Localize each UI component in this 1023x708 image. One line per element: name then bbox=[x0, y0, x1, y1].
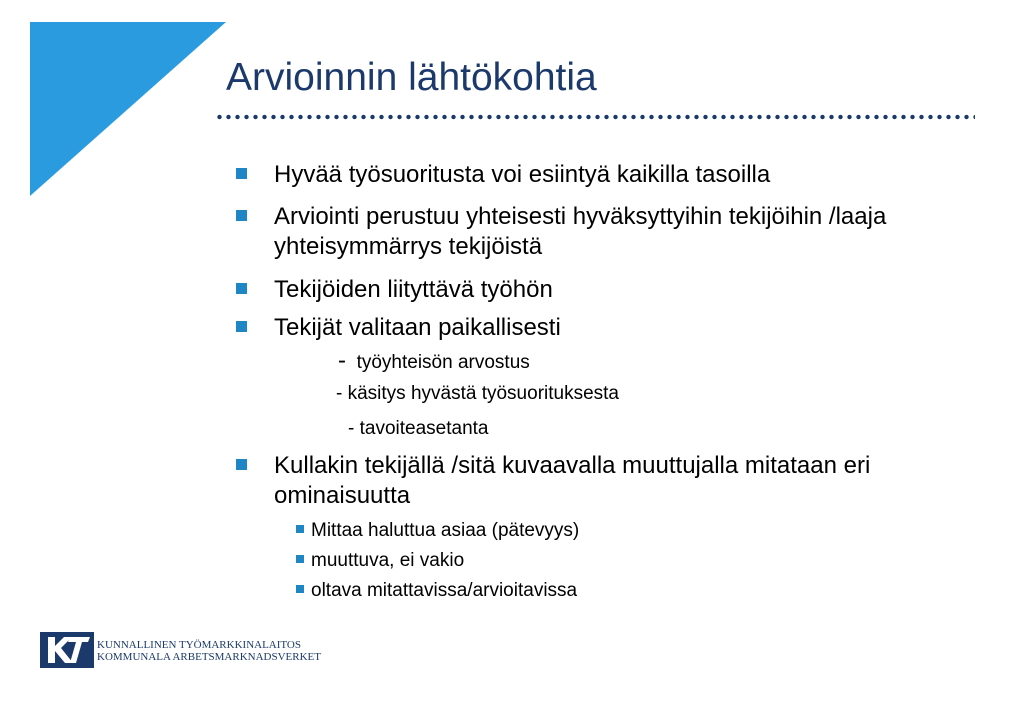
organization-name-finnish: KUNNALLINEN TYÖMARKKINALAITOS bbox=[97, 639, 301, 651]
bullet-text: Tekijät valitaan paikallisesti bbox=[274, 314, 561, 341]
organization-name-swedish: KOMMUNALA ARBETSMARKNADSVERKET bbox=[97, 651, 321, 663]
square-bullet-icon bbox=[296, 525, 304, 533]
square-bullet-icon bbox=[236, 168, 247, 179]
sub-bullet-text: Mittaa haluttua asiaa (pätevyys) bbox=[311, 520, 580, 541]
square-bullet-icon bbox=[236, 210, 247, 221]
organization-name bbox=[97, 639, 321, 663]
sub-item-dash: - bbox=[338, 347, 346, 374]
slide-title: Arvioinnin lähtökohtia bbox=[226, 56, 597, 99]
sub-item bbox=[336, 383, 619, 405]
bullet-text: Tekijöiden liityttävä työhön bbox=[274, 276, 553, 303]
sub-bullet-item bbox=[296, 579, 577, 603]
kt-logo-icon bbox=[40, 632, 94, 668]
square-bullet-icon bbox=[236, 283, 247, 294]
bullet-item bbox=[236, 451, 934, 511]
square-bullet-icon bbox=[296, 555, 304, 563]
bullet-text: Kullakin tekijällä /sitä kuvaavalla muuttujalla mitataan eri ominaisuutta bbox=[274, 452, 871, 509]
bullet-item bbox=[236, 313, 934, 343]
square-bullet-icon bbox=[236, 459, 247, 470]
sub-item-text: - tavoiteasetanta bbox=[348, 418, 489, 439]
square-bullet-icon bbox=[236, 321, 247, 332]
sub-bullet-item bbox=[296, 549, 464, 573]
bullet-item bbox=[236, 202, 934, 262]
sub-item-text: työyhteisön arvostus bbox=[356, 352, 530, 373]
sub-item-text: - käsitys hyvästä työsuorituksesta bbox=[336, 383, 619, 404]
bullet-text: Arviointi perustuu yhteisesti hyväksyttyihin tekijöihin /laaja yhteisymmärrys tekijöistä bbox=[274, 203, 887, 260]
sub-item bbox=[338, 347, 530, 374]
bullet-item bbox=[236, 160, 934, 190]
sub-bullet-text: oltava mitattavissa/arvioitavissa bbox=[311, 580, 578, 601]
sub-bullet-item bbox=[296, 519, 579, 543]
square-bullet-icon bbox=[296, 585, 304, 593]
bullet-text: Hyvää työsuoritusta voi esiintyä kaikilla tasoilla bbox=[274, 161, 771, 188]
sub-item bbox=[348, 418, 488, 440]
bullet-item bbox=[236, 275, 934, 305]
sub-bullet-text: muuttuva, ei vakio bbox=[311, 550, 465, 571]
